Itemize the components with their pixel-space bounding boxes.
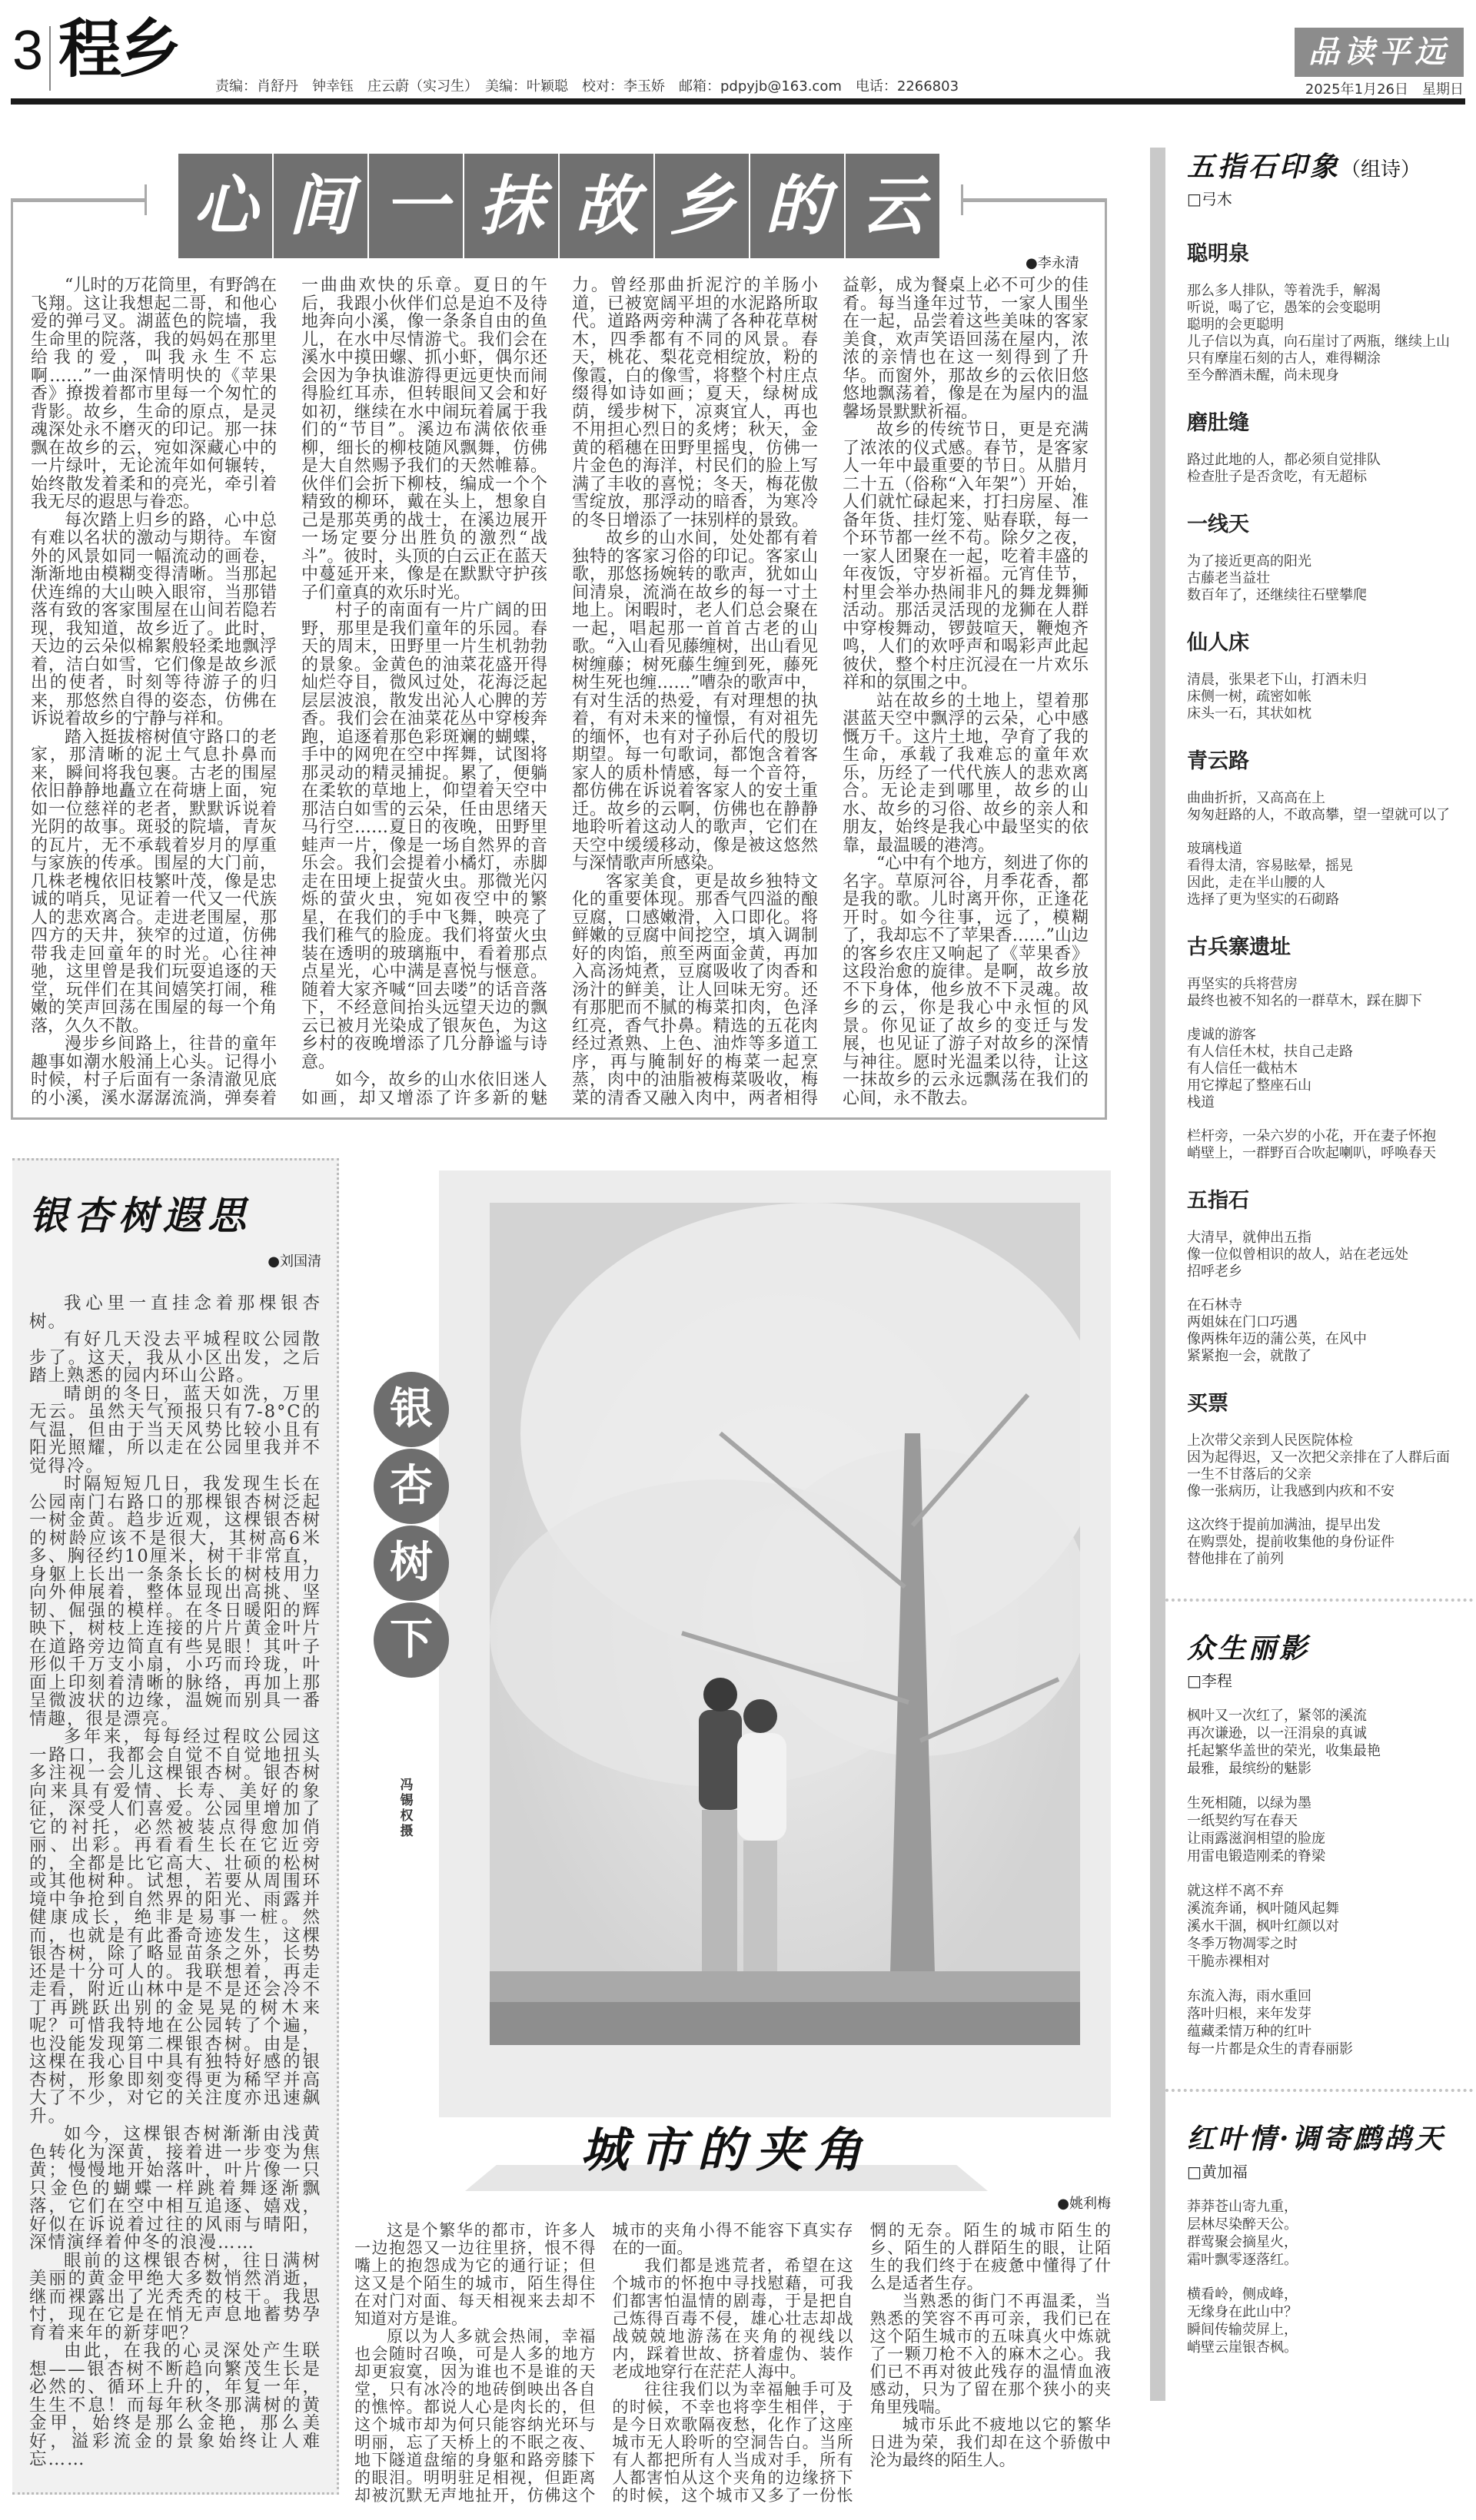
title-char: 间: [274, 154, 367, 258]
paragraph: 站在故乡的土地上，望着那湛蓝天空中飘浮的云朵，心中感慨万千。这片土地，孕育了我的生命，承载了我难忘的童年欢乐，历经了一代代族人的悲欢离合。无论走到哪里，故乡的山水、故乡的习俗、故乡的亲人和朋友，始终是我心中最坚实的依靠，最温暖的港湾。: [843, 691, 1089, 855]
paragraph: “心中有个地方，刻进了你的名字。草原河谷，月季花香，都是我的歌。儿时离开你，正逢花开时。如今往事，远了，模糊了，我却忘不了苹果香……”山边的客乡农庄又响起了《苹果香》这段治愈的旋律。是啊，故乡放不下身体，他乡放不下灵魂。故乡的云，你是我心中永恒的风景。你见证了故乡的变迁与发展，也见证了游子对故乡的深情与神往。愿时光温柔以待，让这一抹故乡的云永远飘荡在我们的心间，永不散去。: [843, 854, 1089, 1108]
paragraph: 往往我们以为幸福触手可及的时候，不幸也将孪生相伴，于是今日欢歌隔夜愁，化作了这座城市无人聆听的空洞告白。当所有人都把所有人当成对手，所有人都害怕从这个夹角的边缘挤下的时候，这个城市又多了一份怅惘的无奈。陌生的城市陌生的乡、陌生的人群陌生的眼，让陌生的我们终于在疲惫中懂得了什么是适者生存。: [612, 2221, 1111, 2505]
poem-line: 峭壁云崖银杏枫。: [1187, 2339, 1298, 2356]
page-number: 3: [12, 20, 44, 81]
article2-title: 银杏树遐思: [29, 1193, 252, 1238]
poem-line: 那么多人排队，等着洗手，解渴: [1187, 283, 1381, 300]
stanza-gap: [1187, 1500, 1476, 1517]
poem-line: 数百年了，还继续往石壁攀爬: [1187, 587, 1367, 604]
stanza-gap: [1187, 824, 1476, 841]
paragraph: 原以为人多就会热闹，幸福也会随时召唤，可是人多的地方却更寂寞，因为谁也不是谁的天堂，只有冰冷的地砖倒映出各自的憔悴。都说人心是肉长的，但这个城市却为何只能容纳光环与明丽，忘了天桥上的不眠之夜、地下隧道盘缩的身躯和路旁膝下的眼泪。明明驻足相视，但距离却被沉默无声地扯开，仿佛这个城市的夹角小得不能容下真实存在的一面。: [354, 2221, 853, 2505]
poem-section-heading: 买票: [1187, 1392, 1228, 1416]
stanza-gap: [1187, 2269, 1476, 2286]
poem-line: 玻璃栈道: [1187, 841, 1242, 858]
poem-line: 蕴藏柔情万种的红叶: [1187, 2024, 1311, 2040]
poem-section-heading: 古兵寨遗址: [1187, 935, 1291, 960]
poem-line: 栏杆旁，一朵六岁的小花，开在妻子怀抱: [1187, 1128, 1436, 1145]
poem-section-body: [1187, 672, 1476, 722]
poem-line: 落叶归根，来年发芽: [1187, 2006, 1311, 2023]
article2-body: [29, 1295, 321, 2469]
poem-section-heading: 五指石: [1187, 1189, 1249, 1214]
poem-section-body: [1187, 553, 1476, 604]
poem-line: 最雅，最缤纷的魅影: [1187, 1761, 1311, 1778]
poem-line: 干脆赤裸相对: [1187, 1954, 1270, 1971]
paragraph: 村子的南面有一片广阔的田野，那里是我们童年的乐园。春天的周末，田野里一片生机勃勃的景象。金黄色的油菜花盛开得灿烂夺目，微风过处，花海泛起层层波浪，散发出沁人心脾的芳香。我们会在油菜花丛中穿梭奔跑，追逐着那色彩斑斓的蝴蝶，手中的网兜在空中挥舞，试图将那灵动的精灵捕捉。累了，便躺在柔软的草地上，仰望着天空中那洁白如雪的云朵，任由思绪天马行空……夏日的夜晚，田野里蛙声一片，像是一场自然界的音乐会。我们会提着小橘灯，赤脚走在田埂上捉萤火虫。那微光闪烁的萤火虫，宛如夜空中的繁星，在我们的手中飞舞，映亮了我们稚气的脸庞。我们将萤火虫装在透明的玻璃瓶中，看着那点点星光，心中满是喜悦与惬意。随着大家齐喊“回去喽”的话音落下，不经意间抬头远望天边的飘云已被月光染成了银灰色，为这乡村的夜晚增添了几分静谧与诗意。: [301, 601, 547, 1072]
article3-title: 城市的夹角: [580, 2122, 873, 2178]
photo-title-char: 树: [374, 1526, 449, 1601]
poem-title: 红叶情·调寄鹧鸪天: [1187, 2123, 1446, 2156]
title-char: 乡: [655, 154, 749, 258]
paragraph: 时隔短短几日，我发现生长在公园南门右路口的那棵银杏树泛起一树金黄。趋步近观，这棵银杏树的树龄应该不是很大，其树高6米多、胸径约10厘米，树干非常直，身躯上长出一条条长长的树枝用力向外伸展着，整体显现出高挑、坚韧、倔强的模样。在冬日暖阳的辉映下，树枝上连接的片片黄金叶片在道路旁边简直有些晃眼！其叶子形似千万支小扇，小巧而玲珑，叶面上印刻着清晰的脉络，再加上那呈微波状的边缘，温婉而别具一番情趣，很是漂亮。: [29, 1474, 321, 1729]
article1-body: [31, 277, 1089, 1107]
paragraph: 城市乐此不疲地以它的繁华日进为荣，我们却在这个骄傲中沦为最终的陌生人。: [869, 2415, 1111, 2469]
poem-line: 这次终于提前加满油，提早出发: [1187, 1517, 1381, 1534]
paragraph: 我心里一直挂念着那棵银杏树。: [29, 1293, 321, 1332]
poem-line: 清晨，张果老下山，打酒未归: [1187, 672, 1367, 689]
poem-line: 瞬间传输荧屏上，: [1187, 2321, 1298, 2338]
photo-block: [354, 1158, 1111, 2117]
dotted-divider: [1165, 2089, 1473, 2092]
poem-line: 听说，喝了它，愚笨的会变聪明: [1187, 300, 1381, 317]
poem-line: 在购票处，提前收集他的身份证件: [1187, 1534, 1395, 1551]
poem-line: 溪水干涸，枫叶红颜以对: [1187, 1918, 1339, 1935]
poem-line: 一生不甘落后的父亲: [1187, 1466, 1311, 1483]
poem-line: 有人信任一截枯木: [1187, 1061, 1298, 1077]
paragraph: 漫步乡间路上，往昔的童年趣事如潮水般涌上心头。记得小时候，村子后面有一条清澈见底的小溪，溪水潺潺流淌，弹奏着一曲曲欢快的乐章。夏日的午后，我跟小伙伴们总是迫不及待地奔向小溪，像一条条自由的鱼儿，在水中尽情游弋。我们会在溪水中摸田螺、抓小虾，偶尔还会因为争执谁游得更远更快而闹得脸红耳赤，但转眼间又会和好如初，继续在水中闹玩着属于我们的“节目”。溪边布满依依垂柳，细长的柳枝随风飘舞，仿佛是大自然赐予我们的天然帷幕。伙伴们会折下柳枝，编成一个个精致的柳环，戴在头上，想象自己是那英勇的战士，在溪边展开一场定要分出胜负的激烈“战斗”。彼时，头顶的白云正在蓝天中蔓延开来，像是在默默守护孩子们童真的欢乐时光。: [31, 276, 547, 1108]
photo-and-article3: [354, 1158, 1111, 2520]
frame-top-right: [962, 198, 1107, 202]
stanza-gap: [1187, 1111, 1476, 1128]
stanza-gap: [1187, 1971, 1476, 1987]
poem-section-body: [1187, 1230, 1476, 1365]
paragraph: 我们都是逃荒者，希望在这个城市的怀抱中寻找慰藉，可我们都害怕温情的剧毒，于是把自己炼得百毒不侵，雄心壮志却战战兢兢地游荡在夹角的视线以内，踩着世故、挤着虚伪、装作老成地穿行在茫茫人海中。: [612, 2256, 853, 2381]
poem-line: 群莺聚会摘星火，: [1187, 2233, 1298, 2250]
poem-line: 用它撑起了整座石山: [1187, 1077, 1311, 1094]
poem-line: 用雷电锻造刚柔的脊梁: [1187, 1848, 1325, 1865]
article3-byline: ●姚利梅: [1057, 2196, 1111, 2212]
photo-title-char: 下: [374, 1602, 449, 1678]
frame-tick-right: [961, 184, 963, 215]
poem-line: 像一张病历，让我感到内疚和不安: [1187, 1483, 1395, 1500]
issue-date: 2025年1月26日 星期日: [1305, 81, 1464, 98]
article1: [11, 146, 1107, 1120]
poem-line: 层林尽染醉天公。: [1187, 2216, 1298, 2233]
poem-line: 无缘身在此山中？: [1187, 2303, 1298, 2320]
article1-byline: ●李永清: [1026, 255, 1079, 271]
poem-line: 两姐妹在门口巧遇: [1187, 1314, 1298, 1331]
poem-section-body: [1187, 283, 1476, 384]
paragraph: 当熟悉的街门不再温柔，当熟悉的笑容不再可亲，我们已在这个陌生城市的五味真火中炼就了一颗刀枪不入的麻木之心。我们已不再对彼此残存的温情血液感动，只为了留在那个狭小的夹角里残喘。: [869, 2292, 1111, 2416]
poem-line: 栈道: [1187, 1094, 1215, 1111]
poem-line: 让雨露滋润相望的脸庞: [1187, 1831, 1325, 1848]
header-rule: [11, 98, 1465, 105]
poem-line: 因为起得迟，又一次把父亲排在了人群后面: [1187, 1449, 1450, 1466]
main-content: [11, 146, 1111, 2520]
poem-line: 曲曲折折，又高高在上: [1187, 790, 1325, 807]
poem-line: 莽莽苍山寄九重，: [1187, 2198, 1298, 2215]
stanza-gap: [1187, 1865, 1476, 1882]
poem-line: 再次谦逊，以一汪涓泉的真诚: [1187, 1725, 1367, 1742]
poem-line: 检查肚子是否贪吃，有无超标: [1187, 469, 1367, 486]
paragraph: 客家美食，更是故乡独特文化的重要体现。那香气四溢的酿豆腐，口感嫩滑，入口即化。将鲜嫩的豆腐中间挖空，填入调制好的肉馅，煎至两面金黄，再加入高汤炖煮，豆腐吸收了肉香和汤汁的鲜美，让人回味无穷。还有那肥而不腻的梅菜扣肉，色泽红亮，香气扑鼻。精选的五花肉经过煮熟、上色、油炸等多道工序，再与腌制好的梅菜一起烹蒸，肉中的油脂被梅菜吸收，梅菜的清香又融入肉中，两者相得益彰，成为餐桌上必不可少的佳肴。每当逢年过节，一家人围坐在一起，品尝着这些美味的客家美食，欢声笑语回荡在屋内，浓浓的亲情也在这一刻得到了升华。而窗外，那故乡的云依旧悠悠地飘荡着，像是在为屋内的温馨场景默默祈福。: [572, 276, 1089, 1108]
stanza-gap: [1187, 1010, 1476, 1027]
photo-credit: 冯锡权 摄: [400, 1778, 427, 1839]
poem-line: 路过此地的人，都必须自觉排队: [1187, 452, 1381, 469]
sidebar-poems: [1150, 148, 1476, 2401]
article-title-xinjian-yimo-guxiang-de-yun: [178, 154, 939, 258]
poem-line: 溪流奔诵，枫叶随风起舞: [1187, 1901, 1339, 1917]
poem-section-heading: 青云路: [1187, 749, 1249, 774]
frame-tick-left: [145, 184, 147, 215]
title-char: 心: [178, 154, 272, 258]
poem-section-body: [1187, 976, 1476, 1162]
poem-line: 看得太清，容易眩晕，摇晃: [1187, 858, 1353, 875]
poem-line: 横看岭，侧成峰，: [1187, 2286, 1298, 2303]
poem-line: 再坚实的兵将营房: [1187, 976, 1298, 993]
poem-line: 床头一石，其状如枕: [1187, 706, 1311, 722]
column-logo: 品读平远: [1295, 28, 1464, 77]
poem-line: 枫叶又一次红了，紧邻的溪流: [1187, 1708, 1367, 1725]
poem-line: 古藤老当益壮: [1187, 570, 1270, 587]
paragraph: 每次踏上归乡的路，心中总有难以名状的激动与期待。车窗外的风景如同一幅流动的画卷，渐渐地由模糊变得清晰。当那起伏连绵的大山映入眼帘，当那错落有致的客家围屋在山间若隐若现，我知道，故乡近了。此时，天边的云朵似棉絮般轻柔地飘浮着，洁白如雪，它们像是故乡派出的使者，时刻等待游子的归来，那悠然自得的姿态，仿佛在诉说着故乡的宁静与祥和。: [31, 510, 277, 729]
poem-hongyeqing: [1187, 2123, 1476, 2371]
poem-line: 每一片都是众生的青春丽影: [1187, 2041, 1353, 2058]
photo-title-char: 银: [374, 1372, 449, 1447]
poem-author: □李程: [1187, 1672, 1232, 1691]
paragraph: 这是个繁华的都市，许多人一边抱怨又一边往里挤，恨不得嘴上的抱怨成为它的通行证；但这又是个陌生的城市，陌生得住在对门对面、每天相视来去却不知道对方是谁。: [354, 2221, 596, 2328]
paragraph: 由此，在我的心灵深处产生联想——银杏树不断趋向繁茂生长是必然的、循环上升的，年复一年，生生不息！而每年秋冬那满树的黄金甲，始终是那么金艳，那么美好，溢彩流金的景象始终让人难忘……: [29, 2341, 321, 2469]
stanza-gap: [1187, 1778, 1476, 1795]
photo-title-char: 杏: [374, 1449, 449, 1524]
poem-title-text: 五指石印象: [1187, 151, 1341, 183]
poem-line: 选择了更为坚实的石砌路: [1187, 891, 1339, 908]
poem-line: 生死相随，以绿为墨: [1187, 1795, 1311, 1812]
poem-line: 大清早，就伸出五指: [1187, 1230, 1311, 1247]
paragraph: 踏入挺拔榕树值守路口的老家，那清晰的泥土气息扑鼻而来，瞬间将我包裹。古老的围屋依旧静静地矗立在荷塘上面，宛如一位慈祥的老者，默默诉说着光阴的故事。斑驳的院墙，青灰的瓦片，无不承载着岁月的厚重与家族的传承。围屋的大门前，几株老槐依旧枝繁叶茂，像是忠诚的哨兵，见证着一代又一代族人的悲欢离合。走进老围屋，那四方的天井，狭窄的过道，仿佛带我走回童年的时光。心往神驰，这里曾是我们玩耍追逐的天堂，玩伴们在其间嬉笑打闹，稚嫩的笑声回荡在围屋的每一个角落，久久不散。: [31, 727, 277, 1036]
poem-line: 在石林寺: [1187, 1297, 1242, 1314]
poem-line: 虔诚的游客: [1187, 1027, 1256, 1044]
poem-line: 招呼老乡: [1187, 1263, 1242, 1280]
poem-wuzhishi-impressions: [1187, 148, 1476, 1568]
poem-title: 众生丽影: [1187, 1632, 1311, 1665]
poem-line: 托起繁华盖世的荣光，收集最艳: [1187, 1743, 1381, 1760]
title-char: 抹: [464, 154, 558, 258]
poem-title: [1187, 151, 1476, 184]
poem-author: □黄加福: [1187, 2162, 1248, 2181]
poem-line: 像一位似曾相识的故人，站在老远处: [1187, 1247, 1408, 1263]
poem-line: 聪明的会更聪明: [1187, 317, 1284, 334]
title-char: 云: [846, 154, 939, 258]
header-divider: [49, 26, 51, 91]
dotted-divider: [1165, 1599, 1473, 1602]
poem-line: 一纸契约写在春天: [1187, 1813, 1298, 1830]
poem-zhongsheng-liying: [1187, 1632, 1476, 2058]
poem-section-body: [1187, 790, 1476, 908]
poem-body: [1187, 1707, 1476, 2058]
title-char: 的: [750, 154, 844, 258]
poem-line: 最终也被不知名的一群草木，踩在脚下: [1187, 993, 1422, 1010]
section-name: 程乡: [58, 13, 179, 86]
title-char: 故: [560, 154, 653, 258]
poem-body: [1187, 2198, 1476, 2356]
poem-section-body: [1187, 452, 1476, 486]
article2-box: [12, 1158, 339, 2495]
poem-line: 床侧一树，疏密如帐: [1187, 689, 1311, 706]
poem-section-heading: 一线天: [1187, 513, 1249, 537]
poem-line: 东流入海，雨水重回: [1187, 1988, 1311, 2005]
poem-line: 像两株年迈的蒲公英，在风中: [1187, 1331, 1367, 1348]
paragraph: “儿时的万花筒里，有野鸽在飞翔。这让我想起二哥，和他心爱的弹弓叉。湖蓝色的院墙，我生命里的院落，我的妈妈在那里给我的爱，叫我永生不忘啊……”一曲深情明快的《苹果香》撩拨着都市里每一个匆忙的背影。故乡，生命的原点，是灵魂深处永不磨灭的印记。那一抹飘在故乡的云，宛如深藏心中的一片绿叶，无论流年如何辗转，始终散发着柔和的亮光，牵引着我无尽的遐思与眷恋。: [31, 276, 277, 512]
poem-line: 紧紧抱一会，就散了: [1187, 1348, 1311, 1365]
article2-byline: ●刘国清: [268, 1253, 321, 1270]
paragraph: 如今，故乡的山水依旧迷人如画，却又增添了许多新的魅力。曾经那曲折泥泞的羊肠小道，已被宽阔平坦的水泥路所取代。道路两旁种满了各种花草树木，四季都有不同的风景。春天，桃花、梨花竞相绽放，粉的像霞，白的像雪，将整个村庄点缀得如诗如画；夏天，绿树成荫，缓步树下，凉爽宜人，再也不用担心烈日的炙烤；秋天，金黄的稻穗在田野里摇曳，仿佛一片金色的海洋，村民们的脸上写满了丰收的喜悦；冬天，梅花傲雪绽放，那浮动的暗香，为寒冷的冬日增添了一抹别样的景致。: [301, 276, 818, 1108]
ginkgo-tree-photo: [490, 1203, 1080, 2045]
article3-body: [354, 2222, 1111, 2520]
poem-line: 冬季万物凋零之时: [1187, 1936, 1298, 1953]
poem-line: 因此，走在半山腰的人: [1187, 875, 1325, 891]
poem-line: 为了接近更高的阳光: [1187, 553, 1311, 570]
poem-line: 峭壁上，一群野百合吹起喇叭，呼唤春天: [1187, 1145, 1436, 1162]
poem-section-heading: 聪明泉: [1187, 242, 1249, 267]
poem-line: 替他排在了前列: [1187, 1551, 1284, 1568]
poem-section-body: [1187, 1433, 1476, 1568]
paragraph: 多年来，每每经过程旼公园这一路口，我都会自觉不自觉地扭头多注视一会儿这棵银杏树。银杏树向来具有爱情、长寿、美好的象征，深受人们喜爱。公园里增加了它的衬托，必然被装点得愈加俏丽、出彩。再看看生长在它近旁的，全都是比它高大、壮硕的松树或其他树种。试想，若要从周围环境中争抢到自然界的阳光、雨露并健康成长，绝非是易事一桩。然而，也就是有此番奇迹发生，这棵银杏树，除了略显苗条之外，长势还是十分可人的。我联想着，再走走看，附近山林中是不是还会冷不丁再跳跃出别的金晃晃的树木来呢？可惜我特地在公园转了个遍，也没能发现第二棵银杏树。由是，这棵在我心目中具有独特好感的银杏树，形象即刻变得更为稀罕并高大了不少，对它的关注度亦迅速飙升。: [29, 1727, 321, 2127]
editor-credits: 责编：肖舒丹 钟幸钰 庄云蔚（实习生） 美编：叶颖聪 校对：李玉娇 邮箱：pdpyjb@163.com 电话：2266803: [215, 78, 959, 95]
title-char: 一: [369, 154, 463, 258]
poem-line: 只有摩崖石刻的古人，难得糊涂: [1187, 350, 1381, 367]
poem-line: 就这样不离不弃: [1187, 1883, 1284, 1900]
poem-line: 上次带父亲到人民医院体检: [1187, 1433, 1353, 1449]
lower-row: [11, 1158, 1111, 2520]
poem-line: 有人信任木杖，扶自己走路: [1187, 1044, 1353, 1061]
paragraph: 眼前的这棵银杏树，往日满树美丽的黄金甲绝大多数悄然消逝，继而裸露出了光秃秃的枝干。我思忖，现在它是在悄无声息地蓄势孕育着来年的新芽吧？: [29, 2250, 321, 2343]
paragraph: 故乡的传统节日，更是充满了浓浓的仪式感。春节，是客家人一年中最重要的节日。从腊月二十五（俗称“入年架”）开始，人们就忙碌起来，打扫房屋、准备年货、挂灯笼、贴春联，每一个环节都一丝不苟。除夕之夜，一家人团聚在一起，吃着丰盛的年夜饭，守岁祈福。元宵佳节，村里会举办热闹非凡的舞龙舞狮活动。那活灵活现的龙狮在人群中穿梭舞动，锣鼓喧天，鞭炮齐鸣，人们的欢呼声和喝彩声此起彼伏，整个村庄沉浸在一片欢乐祥和的氛围之中。: [843, 420, 1089, 692]
paragraph: 晴朗的冬日，蓝天如洗，万里无云。虽然天气预报只有7-8°C的气温，但由于当天风势比较小且有阳光照耀，所以走在公园里我并不觉得冷。: [29, 1383, 321, 1476]
poem-line: 霜叶飘零逐落红。: [1187, 2251, 1298, 2268]
poem-section-heading: 仙人床: [1187, 631, 1249, 656]
article3-header: [354, 2117, 1111, 2222]
paragraph: 如今，这棵银杏树渐渐由浅黄色转化为深黄，接着进一步变为焦黄；慢慢地开始落叶，叶片像一只只金色的蝴蝶一样跳着舞逐渐飘落，它们在空中相互追逐、嬉戏，好似在诉说着过往的风雨与晴阳，深情演绎着仲冬的浪漫……: [29, 2124, 321, 2253]
stanza-gap: [1187, 1280, 1476, 1297]
poem-line: 匆匆赶路的人，不敢高攀，望一望就可以了: [1187, 807, 1450, 824]
poem-line: 至今醉酒未醒，尚未现身: [1187, 367, 1339, 384]
paragraph: 有好几天没去平城程旼公园散步了。这天，我从小区出发，之后踏上熟悉的园内环山公路。: [29, 1330, 321, 1386]
poem-line: 儿子信以为真，向石崖讨了两瓶，继续上山: [1187, 334, 1450, 350]
poem-section-heading: 磨肚缝: [1187, 411, 1249, 436]
poem-author: □弓木: [1187, 190, 1232, 209]
frame-top-left: [11, 198, 146, 202]
poem-sections: [1187, 239, 1476, 1568]
paragraph: 故乡的山水间，处处都有着独特的客家习俗的印记。客家山歌，那悠扬婉转的歌声，犹如山间清泉，流淌在故乡的每一寸土地上。闲暇时，老人们总会聚在一起，唱起那一首首古老的山歌。“入山看见藤缠树，出山看见树缠藤；树死藤生缠到死，藤死树生死也缠……”嘈杂的歌声中，有对生活的热爱，有对理想的执着，有对未来的憧憬，有对祖先的缅怀，也有对子孙后代的殷切期望。每一句歌词，都饱含着客家人的质朴情感，每一个音符，都仿佛在诉说着客家人的安土重迁。故乡的云啊，仿佛也在静静地聆听着这动人的歌声，它们在天空中缓缓移动，像是被这悠然与深情歌声所感染。: [572, 529, 818, 873]
poem-subtitle: （组诗）: [1341, 158, 1421, 181]
